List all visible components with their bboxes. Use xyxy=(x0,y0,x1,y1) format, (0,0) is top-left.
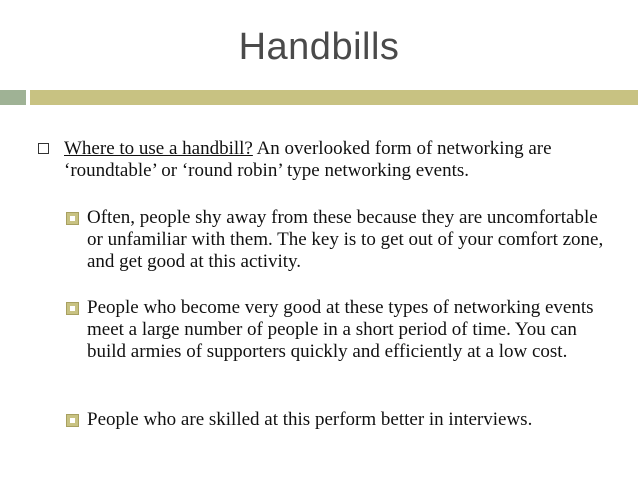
main-bullet xyxy=(64,138,604,182)
slide-title: Handbills xyxy=(238,26,400,68)
sub-bullet-2: People who become very good at these types of networking events meet a large number of people in a short period of time. You can build armies of supporters quickly and efficiently at a low cost. xyxy=(87,297,594,362)
hollow-square-bullet-icon xyxy=(38,143,49,154)
handbill-link[interactable]: Where to use a handbill? xyxy=(64,138,253,159)
divider-bar-left xyxy=(0,90,26,105)
square-bullet-icon xyxy=(66,302,79,315)
sub-bullet-3: People who are skilled at this perform better in interviews. xyxy=(87,409,533,430)
square-bullet-icon xyxy=(66,414,79,427)
sub-bullet-1: Often, people shy away from these because they are uncomfortable or unfamiliar with them. The key is to get out of your comfort zone, and get good at this activity. xyxy=(87,207,604,272)
main-bullet-text: An overlooked form of networking are ‘roundtable’ or ‘round robin’ type networking events. xyxy=(64,138,552,181)
divider-bar-right xyxy=(30,90,638,105)
square-bullet-icon xyxy=(66,212,79,225)
